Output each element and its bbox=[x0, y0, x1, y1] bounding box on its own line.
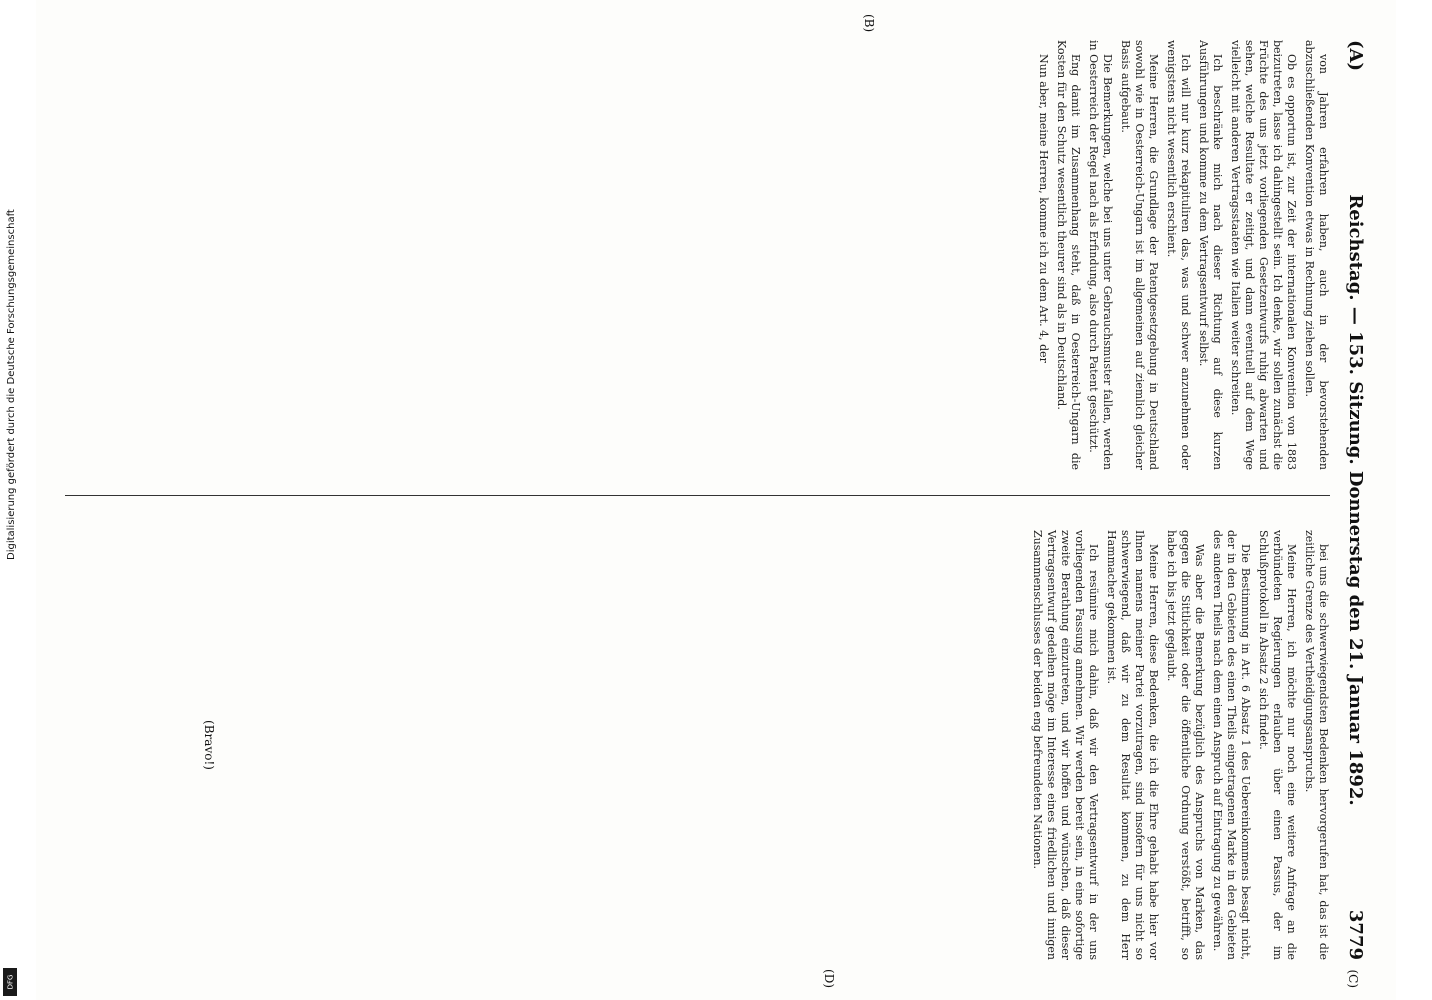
paragraph: Die Bemerkungen, welche bei uns unter Gebrauchsmuster fallen, werden in Oesterreich der Regel nach als Erfindung, also durch Patent geschützt. bbox=[1087, 40, 1114, 470]
paragraph: Eng damit im Zusammenhang steht, daß in Oesterreich-Ungarn die Kosten für den Schutz wesentlich theurer sind als in Deutschland. bbox=[1055, 40, 1082, 470]
margin-marker-c: (C) bbox=[1346, 969, 1360, 988]
paragraph: Ob es opportun ist, zur Zeit der internationalen Konvention von 1883 beizutreten, lasse ich dahingestellt sein. Ich denke, wir sollen zunächst die Früchte des uns jetzt vorliegenden Gesetzentwurfs ruhig abwarten und sehen, welche Resultate er zeitigt, und dann eventuell auf dem Wege vielleicht mit anderen Vertragsstaaten wie Italien weiter schreiten. bbox=[1229, 40, 1298, 470]
dfg-logo-text: DFG bbox=[6, 974, 14, 990]
paragraph: Ich will nur kurz rekapituliren das, was und schwer anzunehmen oder wenigstens nicht wesentlich erschient. bbox=[1165, 40, 1192, 470]
paragraph: Meine Herren, die Grundlage der Patentgesetzgebung in Deutschland sowohl wie in Oesterreich-Ungarn ist im allgemeinen auf ziemlich gleicher Basis aufgebaut. bbox=[1119, 40, 1160, 470]
page-header bbox=[1338, 40, 1366, 960]
paragraph: Meine Herren, ich möchte nur noch eine weitere Anfrage an die verbündeten Regierungen erlauben über einen Passus, der im Schlußprotokoll in Absatz 2 sich findet. bbox=[1257, 530, 1298, 960]
page-number: 3779 bbox=[1345, 909, 1366, 960]
paragraph: Ich resümire mich dahin, daß wir den Vertragsentwurf in der uns vorliegenden Fassung annehmen. Wir werden bereit sein, in eine sofortige zweite Berathung einzutreten, und wir hoffen und wünschen, daß dieser Vertragsentwurf gedeihen möge im Interesse eines friedlichen und innigen Zusammenschlusses der beiden eng befreundeten Nationen. bbox=[1031, 530, 1100, 960]
paragraph: von Jahren erfahren haben, auch in der bevorstehenden abzuschließenden Konvention etwas in Rechnung ziehen sollen. bbox=[1303, 40, 1330, 470]
paragraph: bei uns die schwerwiegendsten Bedenken hervorgerufen hat, das ist die zeitliche Grenze des Vertheidigungsanspruchs. bbox=[1303, 530, 1330, 960]
paragraph: Nun aber, meine Herren, komme ich zu dem Art. 4, der bbox=[1037, 54, 1050, 363]
paragraph: Ich beschränke mich nach dieser Richtung auf diese kurzen Ausführungen und komme zu dem Vertragsentwurf selbst. bbox=[1197, 40, 1224, 470]
column-divider bbox=[65, 495, 1330, 496]
left-column bbox=[70, 40, 1330, 470]
rotated-page bbox=[36, 0, 1396, 1000]
right-column bbox=[70, 530, 1330, 960]
paragraph: Die Bestimmung in Art. 6 Absatz 1 des Uebereinkommens besagt nicht, der in den Gebieten des einen Theils eingetragenen Marke in den Gebieten des anderen Theils nach dem einen Anspruch auf Eintragung zu gewähren. bbox=[1211, 530, 1252, 960]
header-marker: (A) bbox=[1345, 40, 1366, 71]
paragraph: Was aber die Bemerkung bezüglich des Anspruchs von Marken, das gegen die Sittlichkeit oder die öffentliche Ordnung verstößt, betrifft, so habe ich bis jetzt geglaubt. bbox=[1165, 530, 1206, 960]
margin-marker-b: (B) bbox=[862, 14, 876, 33]
header-title: Reichstag. — 153. Sitzung. Donnerstag den 21. Januar 1892. bbox=[1345, 194, 1366, 806]
right-column-text bbox=[1030, 530, 1330, 960]
closing-remark: (Bravo!) bbox=[202, 720, 216, 770]
left-column-text bbox=[1036, 40, 1330, 470]
paragraph: Meine Herren, diese Bedenken, die ich die Ehre gehabt habe hier vor Ihnen namens meiner Partei vorzutragen, sind insofern für uns nicht so schwerwiegend, daß wir zu dem Resultat kommen, zu dem Herr Hammacher gekommen ist. bbox=[1105, 530, 1160, 960]
digitization-credit: Digitalisierung gefördert durch die Deutsche Forschungsgemeinschaft bbox=[6, 209, 17, 560]
dfg-logo bbox=[3, 968, 17, 996]
margin-marker-d: (D) bbox=[822, 969, 836, 988]
